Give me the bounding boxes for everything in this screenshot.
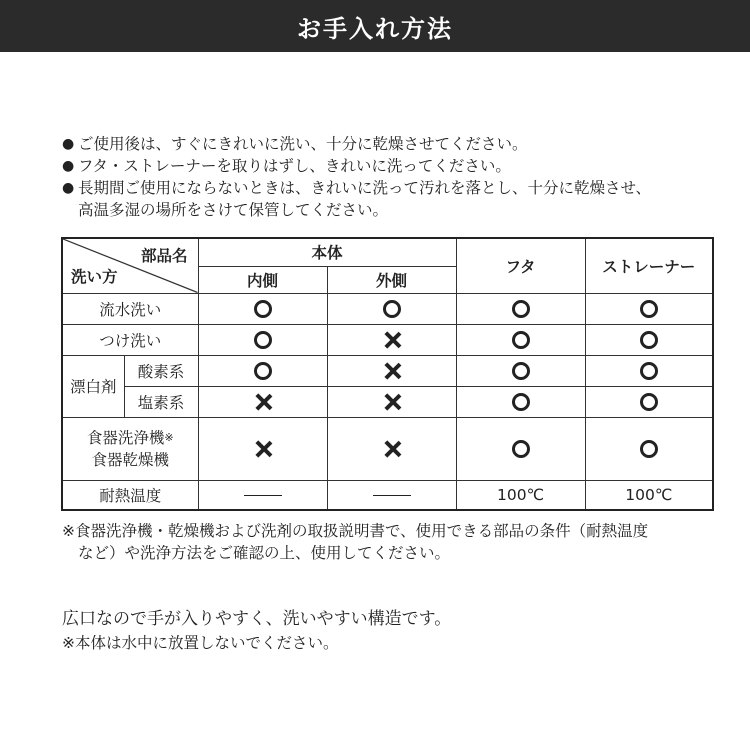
note-item-continuation [62,199,722,221]
row-label: 耐熱温度 [62,480,198,510]
note-item [62,155,722,177]
row-label: 食器洗浄機※ 食器乾燥機 [62,417,198,480]
asterisk-note-icon: ※ [164,430,174,444]
col-header-body: 本体 [198,238,456,266]
footnote [62,520,722,564]
note-text: ご使用後は、すぐにきれいに洗い、十分に乾燥させてください。 [78,135,528,153]
table-row [62,386,713,417]
dash-icon [373,495,411,496]
table-row [62,417,713,480]
footnote-line: ※食器洗浄機・乾燥機および洗剤の取扱説明書で、使用できる部品の条件（耐熱温度 [62,522,649,540]
circle-ok-icon [640,393,658,411]
care-notes [62,133,722,221]
col-header-strainer: ストレーナー [585,238,713,293]
cross-ng-icon [254,440,272,458]
bullet-icon: ● [62,180,75,196]
circle-ok-icon [640,440,658,458]
note-text: 高温多湿の場所をさけて保管してください。 [78,201,389,219]
wash-method-label: 洗い方 [71,267,118,286]
col-header-lid: フタ [456,238,585,293]
table-row-heat-resistance [62,480,713,510]
bullet-icon: ● [62,136,75,152]
circle-ok-icon [640,362,658,380]
cross-ng-icon [254,393,272,411]
circle-ok-icon [512,331,530,349]
dash-icon [244,495,282,496]
table-row [62,324,713,355]
circle-ok-icon [640,331,658,349]
row-group-label: 漂白剤 [62,355,124,417]
circle-ok-icon [254,331,272,349]
circle-ok-icon [254,362,272,380]
table-corner-header [62,238,198,293]
note-item [62,133,722,155]
circle-ok-icon [383,300,401,318]
circle-ok-icon [640,300,658,318]
note-text: フタ・ストレーナーを取りはずし、きれいに洗ってください。 [78,157,511,175]
circle-ok-icon [512,393,530,411]
footnote-line: など）や洗浄方法をご確認の上、使用してください。 [78,544,451,562]
circle-ok-icon [512,440,530,458]
row-label: 塩素系 [124,386,198,417]
care-table [61,237,712,510]
circle-ok-icon [512,300,530,318]
table-row [62,355,713,386]
row-label: つけ洗い [62,324,198,355]
heat-value: 100℃ [456,480,585,510]
row-label: 酸素系 [124,355,198,386]
note-text: 長期間ご使用にならないときは、きれいに洗って汚れを落とし、十分に乾燥させ、 [78,179,652,197]
col-header-outer: 外側 [327,266,456,293]
row-label: 流水洗い [62,293,198,324]
cross-ng-icon [383,362,401,380]
cross-ng-icon [383,331,401,349]
circle-ok-icon [512,362,530,380]
cross-ng-icon [383,393,401,411]
description-text: 広口なので手が入りやすく、洗いやすい構造です。 [62,609,452,629]
bullet-icon: ● [62,158,75,174]
circle-ok-icon [254,300,272,318]
part-name-label: 部品名 [140,247,188,265]
cross-ng-icon [383,440,401,458]
heat-value: 100℃ [585,480,713,510]
table-row [62,293,713,324]
page-title: お手入れ方法 [0,0,750,52]
note-item [62,177,722,199]
col-header-inner: 内側 [198,266,327,293]
description-note: ※本体は水中に放置しないでください。 [62,634,339,652]
